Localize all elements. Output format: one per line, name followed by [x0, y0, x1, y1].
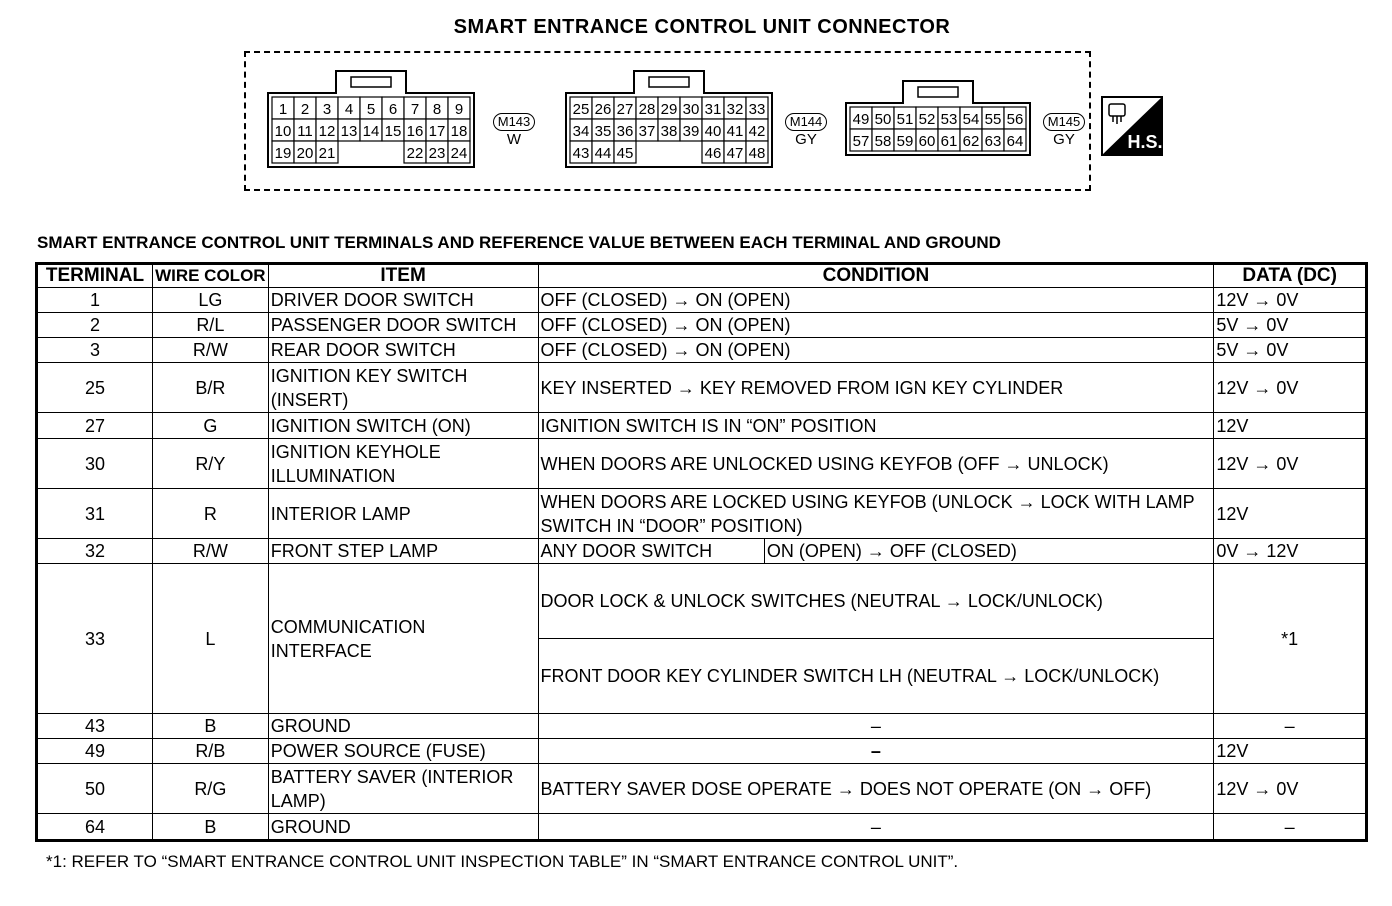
pin-number: 63	[984, 133, 1002, 150]
pin-number: 62	[962, 133, 980, 150]
pin-number: 43	[572, 145, 590, 162]
pin-number: 16	[406, 123, 424, 140]
terminal-cell: 31	[37, 489, 153, 539]
item-cell: IGNITION SWITCH (ON)	[268, 413, 538, 439]
pin-number: 37	[638, 123, 656, 140]
pin-number: 52	[918, 111, 936, 128]
badge-text: H.S.	[1127, 132, 1163, 152]
pin-number: 15	[384, 123, 402, 140]
table-row	[37, 764, 1367, 814]
connector-color: GY	[795, 131, 817, 148]
condition-cell: OFF (CLOSED) → ON (OPEN)	[538, 338, 1214, 363]
pin-number: 3	[322, 101, 332, 118]
wire-cell: B	[152, 814, 268, 841]
pin-number: 53	[940, 111, 958, 128]
pin-number: 35	[594, 123, 612, 140]
wire-cell: R/L	[152, 313, 268, 338]
table-row	[37, 739, 1367, 764]
item-cell: GROUND	[268, 814, 538, 841]
item-cell: DRIVER DOOR SWITCH	[268, 288, 538, 313]
pin-number: 48	[748, 145, 766, 162]
item-cell: IGNITION KEYHOLE ILLUMINATION	[268, 439, 538, 489]
wire-cell: R/Y	[152, 439, 268, 489]
pin-number: 55	[984, 111, 1002, 128]
pin-number: 18	[450, 123, 468, 140]
data-cell: –	[1214, 814, 1367, 841]
table-row	[37, 439, 1367, 489]
table-row	[37, 489, 1367, 539]
terminal-cell: 30	[37, 439, 153, 489]
table-row	[37, 413, 1367, 439]
pin-number: 24	[450, 145, 468, 162]
pin-number: 60	[918, 133, 936, 150]
pin-number: 56	[1006, 111, 1024, 128]
connector-m145	[846, 81, 1030, 155]
pin-number: 10	[274, 123, 292, 140]
table-row	[37, 714, 1367, 739]
pin-number: 7	[410, 101, 420, 118]
pin-number: 58	[874, 133, 892, 150]
header-wire-color: WIRE COLOR	[152, 264, 268, 288]
header-condition: CONDITION	[538, 264, 1214, 288]
condition-cell: –	[538, 814, 1214, 841]
pin-number: 47	[726, 145, 744, 162]
condition-cell: –	[538, 739, 1214, 764]
terminal-cell: 49	[37, 739, 153, 764]
data-cell: *1	[1214, 564, 1367, 714]
pin-number: 59	[896, 133, 914, 150]
data-cell: 12V → 0V	[1214, 764, 1367, 814]
pin-number: 38	[660, 123, 678, 140]
data-cell: 12V	[1214, 739, 1367, 764]
pin-number: 29	[660, 101, 678, 118]
pin-number: 4	[344, 101, 354, 118]
pin-number: 64	[1006, 133, 1024, 150]
pin-number: 28	[638, 101, 656, 118]
terminal-cell: 50	[37, 764, 153, 814]
condition-cell: ANY DOOR SWITCH	[538, 539, 764, 564]
pin-number: 19	[274, 145, 292, 162]
terminal-cell: 1	[37, 288, 153, 313]
data-cell: 12V → 0V	[1214, 288, 1367, 313]
footnote: *1: REFER TO “SMART ENTRANCE CONTROL UNIT INSPECTION TABLE” IN “SMART ENTRANCE CONTROL UNIT”.	[46, 852, 959, 871]
item-cell: COMMUNICATION INTERFACE	[268, 564, 538, 714]
connector-diagram	[244, 51, 1091, 191]
table-row	[37, 313, 1367, 338]
data-cell: 0V → 12V	[1214, 539, 1367, 564]
item-cell: REAR DOOR SWITCH	[268, 338, 538, 363]
terminal-cell: 27	[37, 413, 153, 439]
pin-number: 25	[572, 101, 590, 118]
table-row	[37, 539, 1367, 564]
connector-m144	[566, 71, 772, 167]
terminal-cell: 33	[37, 564, 153, 714]
terminal-cell: 43	[37, 714, 153, 739]
pin-number: 44	[594, 145, 612, 162]
pin-number: 31	[704, 101, 722, 118]
pin-number: 21	[318, 145, 336, 162]
table-row	[37, 363, 1367, 413]
page-title: SMART ENTRANCE CONTROL UNIT CONNECTOR	[453, 16, 951, 38]
wire-cell: G	[152, 413, 268, 439]
connector-id: M143	[493, 113, 536, 131]
pin-number: 8	[432, 101, 442, 118]
table-row	[37, 288, 1367, 313]
connector-latch	[351, 77, 391, 87]
data-cell: 12V	[1214, 413, 1367, 439]
connector-m145-label	[1034, 113, 1094, 148]
pin-number: 11	[297, 123, 313, 140]
item-cell: FRONT STEP LAMP	[268, 539, 538, 564]
data-cell: –	[1214, 714, 1367, 739]
table-row	[37, 564, 1367, 639]
condition-cell: ON (OPEN) → OFF (CLOSED)	[764, 539, 1214, 564]
pin-number: 12	[318, 123, 336, 140]
wire-cell: R/B	[152, 739, 268, 764]
pin-number: 34	[572, 123, 590, 140]
data-cell: 5V → 0V	[1214, 313, 1367, 338]
pin-number: 50	[874, 111, 892, 128]
wire-cell: R/W	[152, 539, 268, 564]
condition-cell: KEY INSERTED → KEY REMOVED FROM IGN KEY CYLINDER	[538, 363, 1214, 413]
pin-number: 57	[852, 133, 870, 150]
connector-m143	[268, 71, 474, 167]
pin-number: 9	[454, 101, 464, 118]
condition-cell: –	[538, 714, 1214, 739]
pin-number: 49	[852, 111, 870, 128]
pin-number: 45	[616, 145, 634, 162]
item-cell: POWER SOURCE (FUSE)	[268, 739, 538, 764]
condition-cell: OFF (CLOSED) → ON (OPEN)	[538, 313, 1214, 338]
terminal-cell: 3	[37, 338, 153, 363]
pin-number: 1	[278, 101, 288, 118]
pin-number: 39	[682, 123, 700, 140]
condition-cell: DOOR LOCK & UNLOCK SWITCHES (NEUTRAL → LOCK/UNLOCK)	[538, 564, 1214, 639]
pin-number: 13	[340, 123, 358, 140]
pin-number: 51	[896, 111, 914, 128]
table-row	[37, 338, 1367, 363]
data-cell: 12V → 0V	[1214, 439, 1367, 489]
pin-number: 33	[748, 101, 766, 118]
data-cell: 5V → 0V	[1214, 338, 1367, 363]
pin-number: 14	[362, 123, 380, 140]
pin-number: 42	[748, 123, 766, 140]
condition-cell: WHEN DOORS ARE LOCKED USING KEYFOB (UNLOCK → LOCK WITH LAMP SWITCH IN “DOOR” POSITION)	[538, 489, 1214, 539]
pin-number: 27	[616, 101, 634, 118]
header-item: ITEM	[268, 264, 538, 288]
connector-latch	[918, 87, 958, 97]
condition-cell: BATTERY SAVER DOSE OPERATE → DOES NOT OPERATE (ON → OFF)	[538, 764, 1214, 814]
data-cell: 12V	[1214, 489, 1367, 539]
pin-number: 26	[594, 101, 612, 118]
wire-cell: R/G	[152, 764, 268, 814]
table-row	[37, 814, 1367, 841]
section-title: SMART ENTRANCE CONTROL UNIT TERMINALS AND REFERENCE VALUE BETWEEN EACH TERMINAL AND GROUND	[37, 233, 1001, 252]
condition-cell: OFF (CLOSED) → ON (OPEN)	[538, 288, 1214, 313]
pin-number: 36	[616, 123, 634, 140]
item-cell: GROUND	[268, 714, 538, 739]
pin-number: 40	[704, 123, 722, 140]
condition-cell: FRONT DOOR KEY CYLINDER SWITCH LH (NEUTRAL → LOCK/UNLOCK)	[538, 639, 1214, 714]
condition-cell: IGNITION SWITCH IS IN “ON” POSITION	[538, 413, 1214, 439]
wire-cell: LG	[152, 288, 268, 313]
pin-number: 22	[406, 145, 424, 162]
item-cell: PASSENGER DOOR SWITCH	[268, 313, 538, 338]
connector-m143-label	[484, 113, 544, 148]
connector-latch	[649, 77, 689, 87]
terminal-cell: 64	[37, 814, 153, 841]
wire-cell: B	[152, 714, 268, 739]
pin-number: 17	[428, 123, 446, 140]
pin-number: 32	[726, 101, 744, 118]
item-cell: BATTERY SAVER (INTERIOR LAMP)	[268, 764, 538, 814]
header-terminal: TERMINAL	[37, 264, 153, 288]
pin-number: 20	[296, 145, 314, 162]
terminal-table	[35, 262, 1368, 842]
pin-number: 46	[704, 145, 722, 162]
pin-number: 41	[726, 123, 744, 140]
pin-number: 61	[940, 133, 958, 150]
connector-color: GY	[1053, 131, 1075, 148]
terminal-cell: 2	[37, 313, 153, 338]
header-data: DATA (DC)	[1214, 264, 1367, 288]
condition-cell: WHEN DOORS ARE UNLOCKED USING KEYFOB (OFF → UNLOCK)	[538, 439, 1214, 489]
pin-number: 54	[962, 111, 980, 128]
pin-number: 23	[428, 145, 446, 162]
pin-number: 6	[388, 101, 398, 118]
item-cell: INTERIOR LAMP	[268, 489, 538, 539]
wire-cell: L	[152, 564, 268, 714]
item-cell: IGNITION KEY SWITCH (INSERT)	[268, 363, 538, 413]
pin-number: 2	[300, 101, 310, 118]
connector-id: M145	[1043, 113, 1086, 131]
wire-cell: R/W	[152, 338, 268, 363]
connector-id: M144	[785, 113, 828, 131]
wire-cell: B/R	[152, 363, 268, 413]
connector-color: W	[506, 131, 522, 148]
pin-number: 30	[682, 101, 700, 118]
data-cell: 12V → 0V	[1214, 363, 1367, 413]
pin-number: 5	[366, 101, 376, 118]
terminal-cell: 25	[37, 363, 153, 413]
wire-cell: R	[152, 489, 268, 539]
connector-m144-label	[776, 113, 836, 148]
harness-side-badge	[1101, 96, 1163, 156]
terminal-cell: 32	[37, 539, 153, 564]
